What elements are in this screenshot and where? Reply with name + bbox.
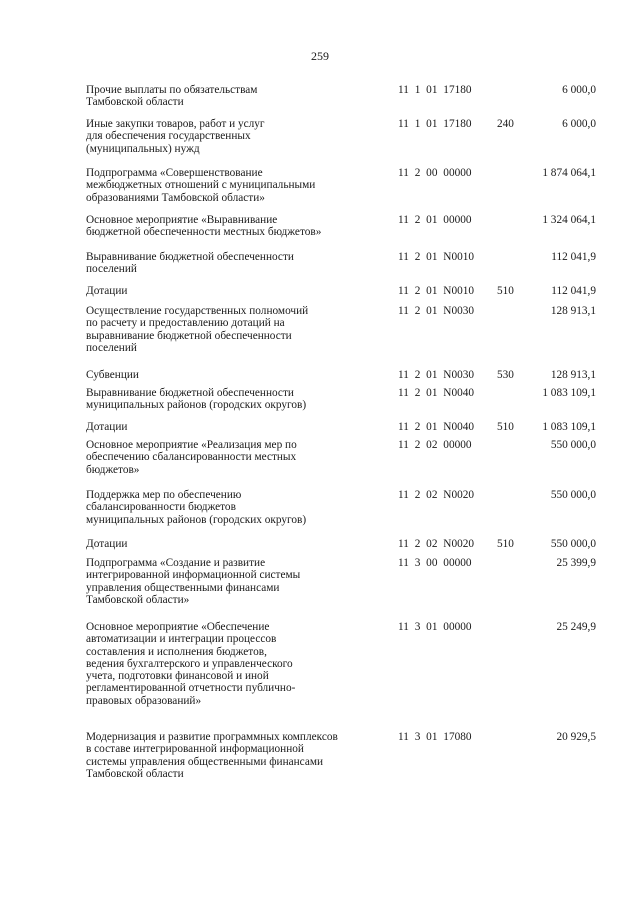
row-name: Основное мероприятие «Реализация мер по обеспечению сбалансированности местных бюджетов» [86, 439, 297, 476]
row-vr: 240 [497, 118, 514, 130]
row-amount: 128 913,1 [550, 369, 596, 381]
row-amount: 112 041,9 [551, 251, 596, 263]
row-code: 11 2 01 N0030 [398, 369, 475, 381]
row-amount: 25 249,9 [556, 621, 596, 633]
row-code: 11 1 01 17180 [398, 118, 472, 130]
row-amount: 550 000,0 [550, 439, 596, 451]
row-code: 11 2 02 N0020 [398, 538, 475, 550]
row-name: Подпрограмма «Создание и развитие интегрированной информационной системы управления общественными финансами Тамбовской области» [86, 557, 301, 606]
row-vr: 510 [497, 421, 514, 433]
row-code: 11 2 02 N0020 [398, 489, 475, 501]
row-name: Дотации [86, 538, 128, 550]
row-amount: 1 083 109,1 [542, 421, 596, 433]
row-amount: 25 399,9 [556, 557, 596, 569]
row-code: 11 2 01 N0040 [398, 387, 475, 399]
row-name: Дотации [86, 285, 128, 297]
row-amount: 128 913,1 [550, 305, 596, 317]
row-code: 11 2 01 N0040 [398, 421, 475, 433]
row-code: 11 2 00 00000 [398, 167, 472, 179]
row-vr: 510 [497, 285, 514, 297]
row-amount: 550 000,0 [550, 538, 596, 550]
row-code: 11 3 01 17080 [398, 731, 472, 743]
row-name: Модернизация и развитие программных комплексов в составе интегрированной информационной системы управления общественными финансами Тамбовской области [86, 731, 338, 780]
row-code: 11 3 01 00000 [398, 621, 472, 633]
row-code: 11 1 01 17180 [398, 84, 472, 96]
row-vr: 530 [497, 369, 514, 381]
row-name: Дотации [86, 421, 128, 433]
row-amount: 6 000,0 [562, 84, 596, 96]
row-vr: 510 [497, 538, 514, 550]
row-name: Основное мероприятие «Выравнивание бюджетной обеспеченности местных бюджетов» [86, 214, 322, 239]
row-name: Иные закупки товаров, работ и услуг для обеспечения государственных (муниципальных) нужд [86, 118, 265, 155]
row-code: 11 3 00 00000 [398, 557, 472, 569]
row-name: Субвенции [86, 369, 139, 381]
row-code: 11 2 02 00000 [398, 439, 472, 451]
row-name: Поддержка мер по обеспечению сбалансированности бюджетов муниципальных районов (городских округов) [86, 489, 307, 526]
row-code: 11 2 01 N0010 [398, 251, 475, 263]
row-amount: 1 324 064,1 [542, 214, 596, 226]
row-name: Основное мероприятие «Обеспечение автоматизации и интеграции процессов составления и исполнения бюджетов, ведения бухгалтерского и управленческого учета, подготовки финансовой и иной регламентированной отчетности публично- правовых образований» [86, 621, 296, 707]
row-code: 11 2 01 00000 [398, 214, 472, 226]
row-amount: 550 000,0 [550, 489, 596, 501]
row-amount: 6 000,0 [562, 118, 596, 130]
row-name: Подпрограмма «Совершенствование межбюджетных отношений с муниципальными образованиями Тамбовской области» [86, 167, 316, 204]
row-amount: 1 874 064,1 [542, 167, 596, 179]
row-amount: 1 083 109,1 [542, 387, 596, 399]
row-name: Выравнивание бюджетной обеспеченности поселений [86, 251, 294, 276]
row-code: 11 2 01 N0030 [398, 305, 475, 317]
row-name: Прочие выплаты по обязательствам Тамбовской области [86, 84, 258, 109]
row-name: Выравнивание бюджетной обеспеченности муниципальных районов (городских округов) [86, 387, 307, 412]
row-name: Осуществление государственных полномочий по расчету и предоставлению дотаций на выравнивание бюджетной обеспеченности поселений [86, 305, 309, 354]
row-amount: 20 929,5 [556, 731, 596, 743]
row-code: 11 2 01 N0010 [398, 285, 475, 297]
page-number: 259 [311, 49, 329, 63]
row-amount: 112 041,9 [551, 285, 596, 297]
